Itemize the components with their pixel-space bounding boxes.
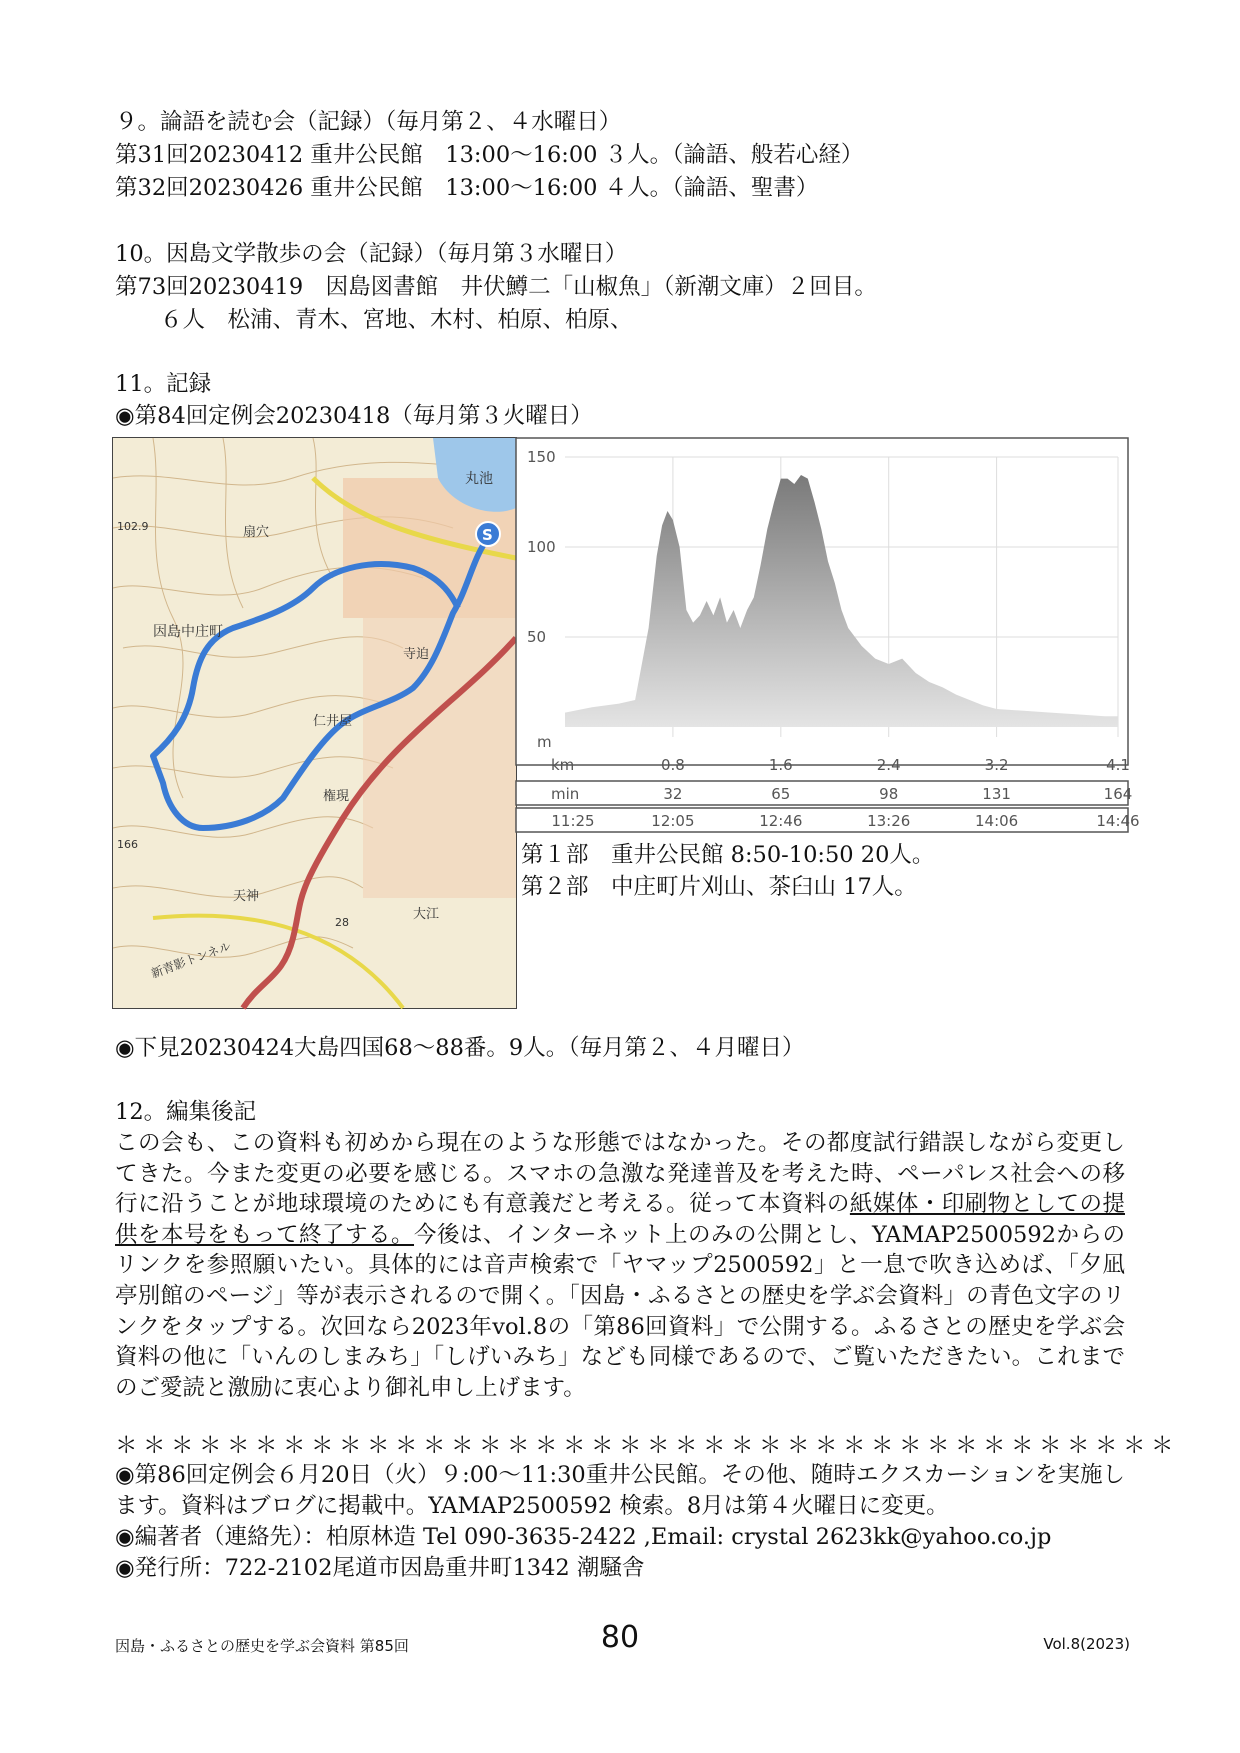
time-tick-label-2: 12:46 — [759, 812, 803, 830]
section9-title: ９。論語を読む会（記録）（毎月第２、４水曜日） — [115, 109, 622, 135]
chart-min-label: min — [551, 785, 580, 803]
x-tick-label-3: 3.2 — [984, 756, 1009, 774]
time-tick-label-4: 14:06 — [974, 812, 1019, 830]
chart-caption-2: 第２部 中庄町片刈山、茶臼山 17人。 — [521, 874, 917, 900]
route-map-svg — [113, 438, 516, 1008]
section10-line-2: ６人 松浦、青木、宮地、木村、柏原、柏原、 — [115, 307, 633, 333]
elevation-chart — [515, 437, 1140, 837]
chart-y-label: m — [537, 733, 552, 751]
map-label-elev2: 166 — [117, 838, 138, 851]
time-tick-label-1: 12:05 — [651, 812, 695, 830]
time-tick-label-0: 11:25 — [551, 812, 595, 830]
x-tick-label-1: 1.6 — [768, 756, 793, 774]
section12-body-part1: この会も、この資料も初めから現在のような形態ではなかった。その都度試行錯誤しながら変更してきた。今また変更の必要を感じる。スマホの急激な発達普及を考えた時、ペーパレス社会への移行に沿うことが地球環境のためにも有意義だと考える。従って本資料の — [115, 1130, 1125, 1218]
y-tick-label-0: 150 — [527, 448, 556, 466]
chart-time-row — [516, 808, 1128, 832]
x-tick-label-2: 2.4 — [876, 756, 901, 774]
min-tick-label-1: 65 — [771, 785, 791, 803]
section12-body — [115, 1128, 1125, 1403]
section12-body-underlined: 紙媒体・印刷物としての提供を本号をもって終了する。 — [115, 1191, 1125, 1248]
chart-min-row — [516, 781, 1128, 805]
footer-left: 因島・ふるさとの歴史を学ぶ会資料 第85回 — [115, 1637, 409, 1655]
section9-line-1: 第31回20230412 重井公民館 13:00〜16:00 ３人。（論語、般若心経） — [115, 142, 864, 168]
map-label-area3: 権現 — [323, 789, 350, 804]
min-tick-label-2: 98 — [879, 785, 899, 803]
map-label-area6: 寺迫 — [403, 647, 430, 662]
section10-line-1: 第73回20230419 因島図書館 井伏鱒二「山椒魚」（新潮文庫）２回目。 — [115, 274, 877, 300]
map-label-pond: 丸池 — [465, 471, 493, 487]
section11-subtitle: ◉第84回定例会20230418（毎月第３火曜日） — [115, 403, 593, 429]
publisher-line: ◉発行所：722-2102尾道市因島重井町1342 潮騒舎 — [115, 1555, 645, 1581]
section10-title: 10。因島文学散歩の会（記録）（毎月第３水曜日） — [115, 241, 628, 267]
x-tick-label-0: 0.8 — [660, 756, 685, 774]
map-label-tunnel: 新青影トンネル — [149, 939, 233, 981]
route-map — [112, 437, 517, 1009]
section11-after: ◉下見20230424大島四国68〜88番。9人。（毎月第２、４月曜日） — [115, 1035, 805, 1061]
footer-right: Vol.8(2023) — [1043, 1635, 1130, 1653]
map-label-area1: 扇穴 — [243, 525, 270, 540]
section11-title: 11。記録 — [115, 371, 212, 397]
notice-1: ◉第86回定例会６月20日（火）９:00〜11:30重井公民館。その他、随時エクスカーションを実施します。資料はブログに掲載中。YAMAP2500592 検索。8月は第４火曜日に変更。 — [115, 1462, 1125, 1519]
chart-caption-1: 第１部 重井公民館 8:50-10:50 20人。 — [521, 842, 935, 868]
x-tick-label-4: 4.1 — [1106, 756, 1130, 774]
time-tick-label-3: 13:26 — [867, 812, 911, 830]
section12-title: 12。編集後記 — [115, 1099, 257, 1125]
map-label-road-no: 28 — [335, 916, 349, 929]
min-tick-label-4: 164 — [1103, 785, 1133, 803]
section12-body-part2: 今後は、インターネット上のみの公開とし、YAMAP2500592からのリンクを参照願いたい。具体的には音声検索で「ヤマップ2500592」と一息で吹き込めば、「夕凪亭別館のページ」等が表示されるので開く。「因島・ふるさとの歴史を学ぶ会資料」の青色文字のリンクをタップする。次回なら2023年vol.8の「第86回資料」で公開する。ふるさとの歴史を学ぶ会資料の他に「いんのしまみち」「しげいみち」なども同様であるので、ご覧いただきたい。これまでのご愛読と激励に衷心より御礼申し上げます。 — [115, 1221, 1125, 1401]
min-tick-label-0: 32 — [663, 785, 683, 803]
map-start-label: S — [482, 526, 493, 544]
editor-line: ◉編著者（連絡先）：柏原林造 Tel 090-3635-2422 ,Email: crystal 2623kk@yahoo.co.jp — [115, 1524, 1052, 1550]
map-label-area2: 仁井屋 — [313, 714, 353, 729]
chart-x-label: km — [551, 756, 575, 774]
time-tick-label-5: 14:46 — [1096, 812, 1140, 830]
elevation-chart-svg — [515, 437, 1140, 837]
map-label-area4: 天神 — [233, 889, 260, 904]
y-tick-label-2: 50 — [527, 628, 547, 646]
separator-stars: ＊＊＊＊＊＊＊＊＊＊＊＊＊＊＊＊＊＊＊＊＊＊＊＊＊＊＊＊＊＊＊＊＊＊＊＊＊＊ — [115, 1433, 1180, 1459]
page-number: 80 — [600, 1620, 640, 1655]
map-label-town: 因島中庄町 — [153, 624, 223, 640]
map-label-area5: 大江 — [413, 907, 440, 922]
y-tick-label-1: 100 — [527, 538, 556, 556]
section9-line-2: 第32回20230426 重井公民館 13:00〜16:00 ４人。（論語、聖書） — [115, 175, 819, 201]
min-tick-label-3: 131 — [982, 785, 1011, 803]
map-label-elev1: 102.9 — [117, 520, 149, 533]
